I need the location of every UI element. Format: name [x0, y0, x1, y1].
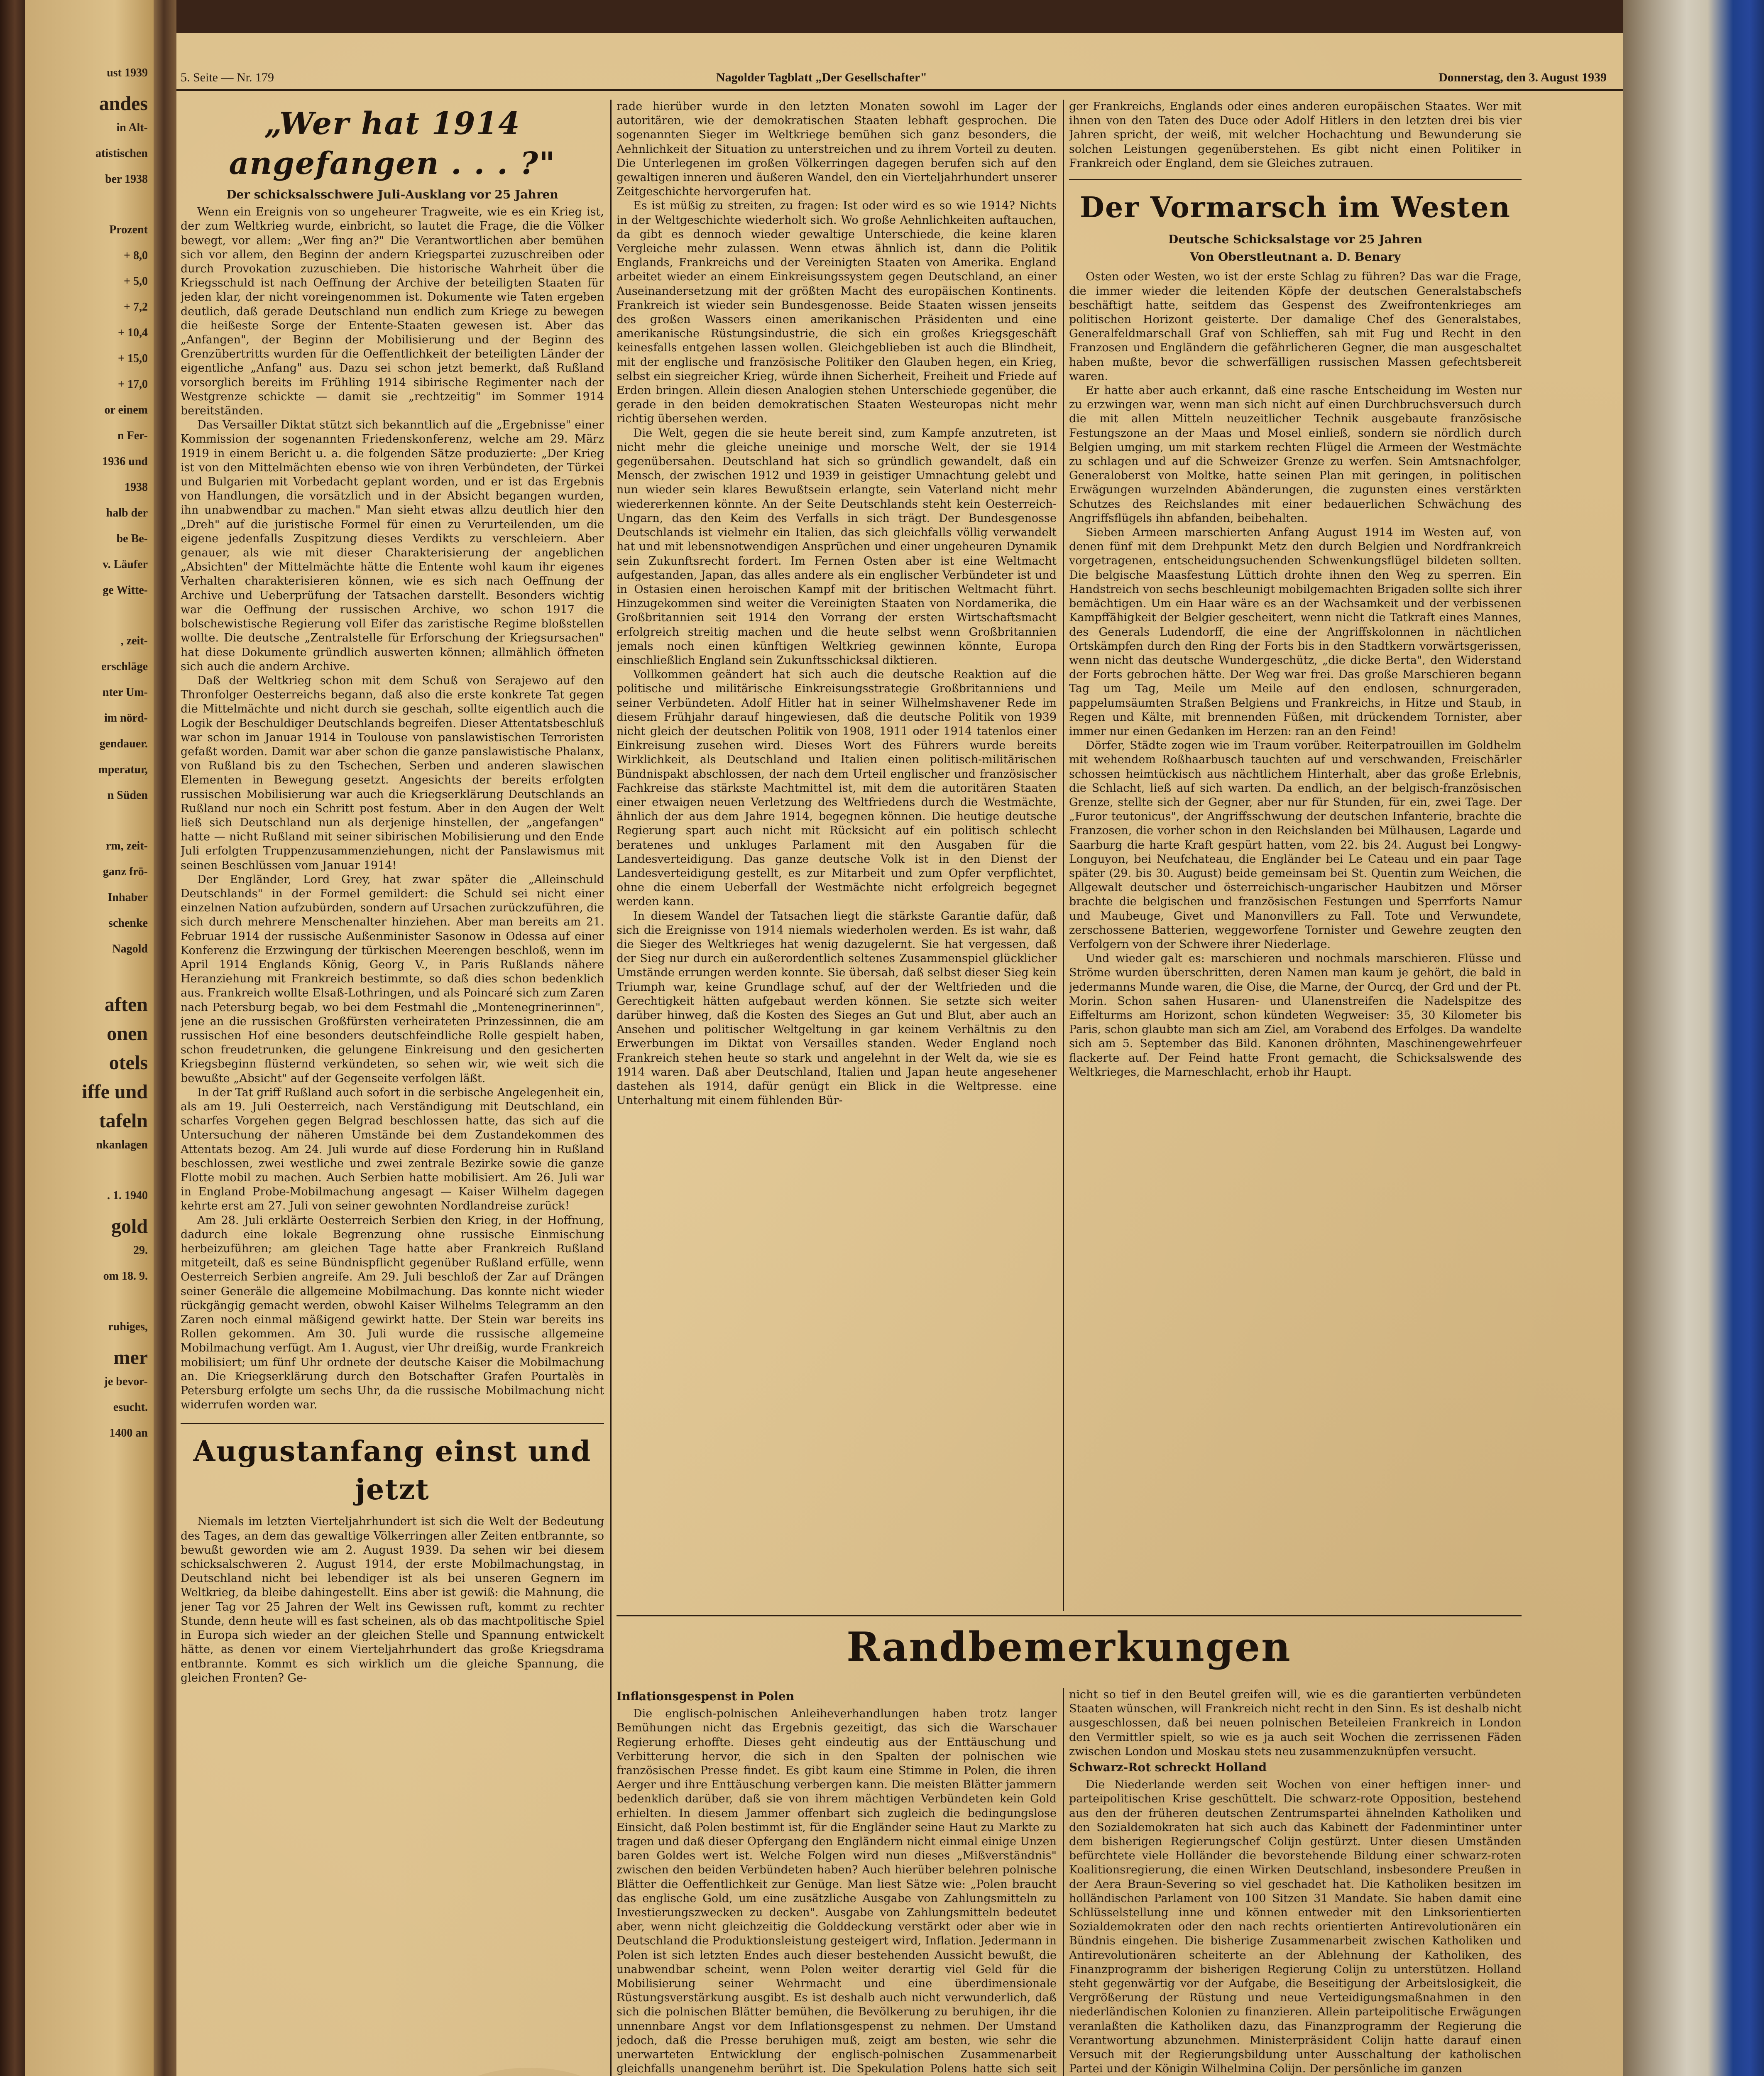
subheading-inflation: Inflationsgespenst in Polen: [617, 1689, 795, 1703]
left-page-fragment: n Fer-: [117, 429, 148, 442]
left-page-fragment: 1400 an: [109, 1427, 148, 1439]
header-date: Donnerstag, den 3. August 1939: [1438, 71, 1607, 84]
left-page-fragment: halb der: [106, 507, 148, 519]
left-page-fragment: je bevor-: [104, 1375, 148, 1388]
left-page-fragment: Prozent: [109, 223, 148, 236]
left-page-fragment: rm, zeit-: [105, 840, 148, 852]
paragraph: Niemals im letzten Vierteljahrhundert ist sich die Welt der Bedeutung des Tages, an dem das gewaltige Völkerringen aller Zeiten entbrannte, so bewußt geworden wie am 2. August 1939. Da sehen wir bei diesem schicksalschweren 2. August 1914, der erste Mobilmachungstag, in Deutschland nicht bei lebendiger ist als bei unseren Gegnern im Weltkrieg, da bleibe dahingestellt. Eins aber ist gewiß: die Mahnung, die jener Tag vor 25 Jahren der Welt ins Gewissen ruft, kommt zu rechter Stunde, denn heute will es fast scheinen, als ob das machtpolitische Spiel in Europa sich wieder an der gleichen Stelle und Spannung entwickelt hätte, as denen vor einem Vierteljahrhundert das große Kriegsdrama entbrannte. Kommt es sich wirklich um die gleiche Spannung, die gleichen Fronten? Ge-: [181, 1515, 604, 1684]
paragraph: Dörfer, Städte zogen wie im Traum vorüber. Reiterpatrouillen im Goldhelm mit wehendem Roßhaarbusch tauchten auf und verschwanden, Freischärler schossen heimtückisch aus nächtlichem Hinterhalt, aber das große Erlebnis, die Schlacht, ließ auf sich warten. Da endlich, an der belgisch-französischen Grenze, stellte sich der Gegner, aber nur für Stunden, für ein, zwei Tage. Der „Furor teutonicus", der Angriffsschwung der deutschen Infanterie, brachte die Franzosen, die vorher schon in den Reichslanden bei Mülhausen, Lagarde und Saarburg die harte Kraft gespürt hatten, vom 22. bis 24. August bei Longwy-Longuyon, bei Neufchateau, die Engländer bei Le Cateau und ein paar Tage später (29. bis 30. August) beide gemeinsam bei St. Quentin zum Weichen, die Allgewalt deutscher und österreichisch-ungarischer Haubitzen und Mörser brachte die belgischen und französischen Festungen und Sperrforts Namur und Maubeuge, Givet und Manonvillers zu Fall. Tote und Verwundete, zerschossene Batterien, weggeworfene Tornister und Gewehre zeugten den Verfolgern von der Schwere ihrer Niederlage.: [1069, 739, 1522, 951]
left-page-fragment: + 17,0: [118, 378, 148, 391]
newspaper-page: [176, 33, 1623, 2076]
left-page-fragment: gendauer.: [99, 737, 148, 750]
left-page-fragment: v. Läufer: [103, 558, 148, 571]
paragraph: Sieben Armeen marschierten Anfang August 1914 im Westen auf, von denen fünf mit dem Drehpunkt Metz den durch Belgien und Nordfrankreich vorgetragenen, entscheidungsuchenden Schwenkungsflügel bildeten sollten. Die belgische Maasfestung Lüttich drohte ihnen den Weg zu sperren. Ein Handstreich von sechs beschleunigt mobilgemachten Brigaden sollte sich ihrer bemächtigen. Um ein Haar wäre es an der Wachsamkeit und der verbissenen Kampffähigkeit der Belgier gescheitert, wenn nicht die Tatkraft eines Mannes, des Generals Ludendorff, die eine der Angriffskolonnen in nächtlichen Ortskämpfen durch den Ring der Forts bis in den Stadtkern vorwärtsgerissen, wenn nicht das deutsche Wundergeschütz, „die dicke Berta", den Widerstand der Forts gebrochen hätte. Der Weg war frei. Das große Marschieren begann Tag um Tag, Meile um Meile auf den endlosen, schnurgeraden, pappelumsäumten Straßen Belgiens und Frankreichs, in Hitze und Staub, in Regen und Kälte, mit brennenden Füßen, mit drückendem Tornister, aber immer nur einen Gedanken im Herzen: ran an den Feind!: [1069, 526, 1522, 738]
subheading-holland: Schwarz-Rot schreckt Holland: [1069, 1760, 1267, 1775]
left-page-fragment: n Süden: [107, 789, 148, 802]
left-page-fragment: nter Um-: [102, 686, 148, 699]
left-page-fragment: erschläge: [101, 660, 148, 673]
paragraph: Und wieder galt es: marschieren und nochmals marschieren. Flüsse und Ströme wurden überschritten, deren Namen man kaum je gehört, die bald in jedermanns Munde waren, die Oise, die Marne, der Ourcq, der Grd und der Pt. Morin. Schon sahen Husaren- und Ulanenstreifen die Nadelspitze des Eiffelturms am Horizont, schon kündeten Wegweiser: 35, 30 Kilometer bis Paris, schon glaubte man sich am Ziel, am Vorabend des Erfolges. Da wandelte sich am 5. September das Bild. Kanonen dröhnten, Maschinengewehrfeuer flackerte auf. Der Feind hatte Front gemacht, die Schicksalswende des Weltkrieges, die Marneschlacht, erhob ihr Haupt.: [1069, 952, 1522, 1079]
left-page-fragment: 1936 und: [102, 455, 148, 468]
book-gutter: [154, 0, 176, 2076]
paragraph: Osten oder Westen, wo ist der erste Schlag zu führen? Das war die Frage, die immer wieder die leitenden Köpfe der deutschen Generalstabschefs beschäftigt hatte, seitdem das Gespenst des Zweifrontenkrieges am politischen Horizont geisterte. Der damalige Chef des Generalstabes, Generalfeldmarschall Graf von Schlieffen, sah mit Fug und Recht in den Franzosen und Engländern die gefährlicheren Gegner, die man ausgeschaltet haben mußte, bevor die schwerfälligen russischen Massen gefechtsbereit waren.: [1069, 270, 1522, 383]
left-page-fragment: mperatur,: [98, 763, 148, 776]
paragraph: Vollkommen geändert hat sich auch die deutsche Reaktion auf die politische und militärische Einkreisungsstrategie Großbritanniens und seiner Verbündeten. Adolf Hitler hat in seiner Wilhelmshavener Rede im diesem Frühjahr darauf hingewiesen, daß die deutsche Politik von 1939 nicht gleich der deutschen Politik von 1908, 1911 oder 1914 tatenlos einer Einkreisung zusehen wird. Dieses Wort des Führers wurde bereits Wirklichkeit, als Deutschland und Italien einen politisch-militärischen Bündnispakt abschlossen, der nach dem Urteil englischer und französischer Fachkreise das stärkste Machtmittel ist, mit dem die autoritären Staaten einer etwaigen neuen Verletzung des Weltfriedens durch die Westmächte, ähnlich der aus dem Jahre 1914, begegnen können. Die heutige deutsche Regierung spart auch nicht mit Rücksicht auf ein politisch schlecht beratenes und unkluges Parlament mit den Ausgaben für die Landesverteidigung. Das ganze deutsche Volk ist in den Dienst der Landesverteidigung gestellt, es zur Mitarbeit und zum Opfer verpflichtet, ohne die einem Ueberfall der Westmächte nicht erfolgreich begegnet werden kann.: [617, 668, 1057, 908]
article-headline-augustanfang: Augustanfang einst und jetzt: [193, 1435, 592, 1507]
left-page-fragment: . 1. 1940: [107, 1189, 148, 1202]
left-page-fragment: gold: [111, 1215, 148, 1237]
paragraph: In der Tat griff Rußland auch sofort in die serbische Angelegenheit ein, als am 19. Juli Oesterreich, nach Verständigung mit Deutschland, ein scharfes Vorgehen gegen Belgrad beschlossen hatte, das sich auf die Untersuchung der näheren Umstände bei dem Zustandekommen des Attentats bezog. Am 24. Juli wurde auf diese Forderung hin in Rußland beschlossen, zwei westliche und zwei zentrale Bezirke sowie die ganze Flotte mobil zu machen. Auch Serbien hatte mobilisiert. Am 26. Juli war in England Probe-Mobilmachung angesagt — Kaiser Wilhelm dagegen kehrte erst am 27. Juli von seiner gewohnten Nordlandreise zurück!: [181, 1086, 604, 1213]
paragraph: Am 28. Juli erklärte Oesterreich Serbien den Krieg, in der Hoffnung, dadurch eine lokale Begrenzung ohne russische Einmischung herbeizuführen; am gleichen Tage hatte aber Frankreich Rußland mitgeteilt, daß es seine Bündnispflicht gegenüber Rußland erfülle, wenn Oesterreich Serbien angreife. Am 29. Juli beschloß der Zar auf Drängen seiner Generäle die allgemeine Mobilmachung. Das konnte nicht wieder rückgängig gemacht werden, obwohl Kaiser Wilhelms Telegramm an den Zaren noch einmal mäßigend gewirkt hatte. Der Stein war bereits ins Rollen gekommen. Am 30. Juli wurde die russische allgemeine Mobilmachung verfügt. Am 1. August, vier Uhr dreißig, wurde Frankreich mobilisiert; um fünf Uhr ordnete der deutsche Kaiser die Mobilmachung an. Die Kriegserklärung durch den Botschafter Grafen Pourtalès in Petersburg erfolgte um sechs Uhr, da die russische Mobilmachung nicht widerrufen worden war.: [181, 1214, 604, 1412]
section-title-randbemerkungen: Randbemerkungen: [847, 1623, 1292, 1670]
header-page-number: 5. Seite — Nr. 179: [181, 71, 274, 84]
paragraph: Die Niederlande werden seit Wochen von einer heftigen inner- und parteipolitischen Krise geschüttelt. Die schwarz-rote Opposition, bestehend aus den der früheren deutschen Zentrumspartei ähnelnden Katholiken und den Sozialdemokraten hat sich auch das Kabinett der Fadenmintiner unter dem bisherigen Regierungschef Colijn gestürzt. Unter diesen Umständen befürchtete viele Holländer die bevorstehende Bildung einer schwarz-roten Koalitionsregierung, die einen Wirken Deutschland, insbesondere Preußen in der Aera Braun-Severing so viel geschadet hat. Die Katholiken besitzen im holländischen Parlament von 100 Sitzen 31 Mandate. Sie haben damit eine Schlüsselstellung inne und können entweder mit den Linksorientierten Sozialdemokraten oder den nach rechts orientierten Antirevolutionären ein Bündnis eingehen. Die bisherige Zusammenarbeit zwischen Katholiken und Antirevolutionären scheiterte an der Ablehnung der Katholiken, des Finanzprogramm der bisherigen Regierung Colijn zu unterstützen. Holland steht gegenwärtig vor der Aufgabe, die Beseitigung der Arbeitslosigkeit, die Vergrößerung der Rüstung und neue Verteidigungsmaßnahmen in den niederländischen Kolonien zu finanzieren. Allein parteipolitische Erwägungen veranlaßten die Katholiken dazu, das Finanzprogramm der Regierung die Verantwortung abzunehmen. Ministerpräsident Colijn hatte darauf einen Versuch mit der Regierungsbildung unter Ausschaltung der katholischen Partei und der Königin Wilhelmina Colijn. Der persönliche im ganzen: [1069, 1778, 1522, 2076]
left-page-fragment: atistischen: [95, 147, 148, 160]
article-divider: [181, 1423, 604, 1424]
left-page-fragment: nkanlagen: [96, 1138, 148, 1151]
randbemerkungen-column-2: [1069, 1688, 1522, 2076]
left-page-fragment: + 10,4: [118, 326, 148, 339]
column-1: [181, 100, 604, 2076]
left-page-fragment: om 18. 9.: [103, 1270, 148, 1283]
left-page-fragment: Nagold: [112, 943, 148, 955]
article-body-augustanfang: [181, 1515, 604, 1685]
article-subtitle-vormarsch: Deutsche Schicksalstage vor 25 Jahren: [1168, 233, 1423, 247]
left-page-fragment: schenke: [108, 917, 148, 930]
left-page-fragment: otels: [109, 1052, 148, 1074]
left-page-fragment: or einem: [104, 404, 148, 416]
page-header: [176, 33, 1623, 91]
article-byline-vormarsch: Von Oberstleutnant a. D. Benary: [1190, 250, 1401, 264]
paragraph: In diesem Wandel der Tatsachen liegt die stärkste Garantie dafür, daß sich die Ereignisse von 1914 niemals wiederholen werden. Es ist wahr, daß die Sieger des Weltkrieges hat wenig dazugelernt. Sie hat vergessen, daß der Sieg nur durch ein außerordentlich seltenes Zusammenspiel glücklicher Umstände errungen werden konnte. Sie übersah, daß selbst dieser Sieg kein Triumph war, keine Grundlage schuf, auf der der Weltfrieden und die Gerechtigkeit hätten aufgebaut werden können. Sie setzte sich weiter darüber hinweg, daß die Kosten des Sieges an Gut und Blut, aber auch an Ansehen und politischer Weltgeltung in gar keinem Verhältnis zu den Erwerbungen im Diktat von Versailles standen. Weder England noch Frankreich stehen heute so stark und angelehnt in der Welt da, wie sie es 1914 waren. Daß aber Deutschland, Italien und Japan heute angesehener dastehen als 1914, dafür genügt ein Blick in die Weltpresse. eine Unterhaltung mit einem fühlenden Bür-: [617, 909, 1057, 1107]
paragraph: ger Frankreichs, Englands oder eines anderen europäischen Staates. Wer mit ihnen von den Taten des Duce oder Adolf Hitlers in den letzten drei bis vier Jahren spricht, der weiß, mit welcher Hochachtung und Bewunderung sie solchen Leistungen gegenüberstehen. Es gibt nicht einen Politiker in Frankreich oder England, dem sie Gleiches zutrauen.: [1069, 100, 1522, 170]
left-page-fragment: esucht.: [113, 1401, 148, 1414]
header-rule: [176, 89, 1623, 91]
paragraph: Es ist müßig zu streiten, zu fragen: Ist oder wird es so wie 1914? Nichts in der Weltgeschichte wiederholt sich. Wo große Aehnlichkeiten auftauchen, da gibt es dennoch wieder gewaltige Unterschiede, die keine klaren Vergleiche mehr zulassen. Wenn etwas ähnlich ist, dann die Politik Englands, Frankreichs und der Vereinigten Staaten von Amerika. England arbeitet wieder an einem Einkreisungssystem gegen Deutschland, an einer Auseinandersetzung mit der größten Macht des europäischen Kontinents. Frankreich ist wieder sein Bundesgenosse. Beide Staaten wissen jenseits des großen Wassers einen amerikanischen Präsidenten und eine amerikanische Rüstungsindustrie, die sich ein großes Kriegsgeschäft keinesfalls entgehen lassen wollen. Gleichgeblieben ist auch die Blindheit, mit der englische und französische Politiker den Glauben hegen, ein Krieg, selbst ein siegreicher Krieg, würde ihnen Sicherheit, Freiheit und Friede auf Erden bringen. Allein diesen Analogien stehen Unterschiede gegenüber, die gerade in den beiden demokratischen Staaten Westeuropas nicht mehr richtig übersehen werden.: [617, 199, 1057, 426]
column-rule: [1063, 1688, 1064, 2076]
paragraph: rade hierüber wurde in den letzten Monaten sowohl im Lager der autoritären, wie der demokratischen Staaten lebhaft gesprochen. Die sogenannten Sieger im Weltkriege bemühen sich ganz besonders, die Aehnlichkeit der Situation zu unterstreichen und zu ihrem Vorteil zu deuten. Die Unterlegenen im großen Völkerringen dagegen berufen sich auf den gewaltigen inneren und äußeren Wandel, den ein Vierteljahrhundert unserer Zeitgeschichte hervorgerufen hat.: [617, 100, 1057, 198]
paragraph: Das Versailler Diktat stützt sich bekanntlich auf die „Ergebnisse" einer Kommission der sogenannten Friedenskonferenz, welche am 29. März 1919 in einem Bericht u. a. die folgenden Sätze produzierte: „Der Krieg ist von den Mittelmächten ebenso wie von ihren Verbündeten, der Türkei und Bulgarien mit Vorbedacht geplant worden, und er ist das Ergebnis von Handlungen, die vorsätzlich und in der Absicht begangen wurden, ihn unabwendbar zu machen." Man sieht etwas allzu deutlich hier den „Dreh" auf die juristische Formel für einen zu Verurteilenden, um die eigene jedenfalls Zuspitzung dieses Verdikts zu verschleiern. Aber genauer, als wie mit dieser Charakterisierung der angeblichen „Absichten" der Mittelmächte hätte die Entente wohl kaum ihr eigenes Verhalten charakterisieren können, wie es sich nach Oeffnung der Archive und Ueberprüfung der Tatsachen darstellt. Besonders wichtig war die Oeffnung der russischen Archive, wo schon 1917 die bolschewistische Regierung voll Eifer das zaristische Regime bloßstellen wollte. Die deutsche „Zentralstelle für Erforschung der Kriegsursachen" hat diese Dokumente gründlich auswerten können; allmählich öffneten sich auch die andern Archive.: [181, 419, 604, 673]
left-page-fragment: aften: [105, 994, 148, 1016]
left-page-fragment: ruhiges,: [108, 1320, 148, 1333]
left-page-fragment: + 7,2: [124, 301, 148, 313]
left-page-fragment: be Be-: [116, 532, 148, 545]
left-page-fragments: [25, 0, 154, 2076]
book-edge-and-cover: [1623, 0, 1764, 2076]
paragraph: nicht so tief in den Beutel greifen will, wie es die garantierten verbündeten Staaten wünschen, will Frankreich nicht recht in den Sinn. Es ist deshalb nicht ausgeschlossen, daß bei neuen polnischen Beteileien Frankreich in London den Vermittler spielt, so wie es ja auch seit Wochen die zerrissenen Fäden zwischen London und Moskau stets neu zusammenzuknüpfen versucht.: [1069, 1688, 1522, 1758]
left-page-fragment: im nörd-: [104, 712, 148, 725]
section-divider: [617, 1615, 1522, 1616]
book-spine: [0, 0, 25, 2076]
left-page-fragment: ge Witte-: [103, 584, 148, 597]
left-page-fragment: Inhaber: [108, 891, 148, 904]
column-rule: [610, 100, 612, 2076]
left-page-fragment: ganz frö-: [103, 865, 148, 878]
left-page-fragment: 1938: [125, 481, 148, 494]
article-divider: [1069, 179, 1522, 180]
paragraph: Wenn ein Ereignis von so ungeheurer Tragweite, wie es ein Krieg ist, der zum Weltkrieg wurde, einbricht, so lautet die Frage, die die Völker bewegt, vor allem: „Wer fing an?" Die Verantwortlichen aber bemühen sich vor allem, den Beginn der andern Kriegspartei zuzuschreiben oder durch Provokation zuzuschieben. Die historische Wahrheit über die Kriegsschuld ist nach Oeffnung der Archive der beteiligten Staaten für jeden klar, der nicht voreingenommen ist. Dokumente wie Taten ergeben deutlich, daß gerade Deutschland nun endlich zum Kriege zu bewegen die heißeste Sorge der Entente-Staaten gewesen ist. Aber das „Anfangen", der Beginn der Mobilisierung und der Beginn des Grenzübertritts wurden für die Oeffentlichkeit der beteiligten Länder der eigentliche „Anfang" aus. Dazu sei schon jetzt bemerkt, daß Rußland vorsorglich bereits im Frühling 1914 sibirische Regimenter nach der Westgrenze schickte — damit sie „rechtzeitig" im Sommer 1914 bereitständen.: [181, 206, 604, 418]
left-page-fragment: andes: [99, 93, 148, 115]
article-subtitle-1914: Der schicksalsschwere Juli-Ausklang vor 25 Jahren: [226, 188, 558, 201]
paragraph: Daß der Weltkrieg schon mit dem Schuß von Serajewo auf den Thronfolger Oesterreichs begann, daß also die erste konkrete Tat gegen die Mittelmächte und nicht durch sie geschah, sollte eigentlich auch die Logik der Beschuldiger Deutschlands begreifen. Dieser Attentatsbeschluß war schon im Januar 1914 in Toulouse von panslawistischen Terroristen gefaßt worden. Damit war aber schon die ganze panslawistische Phalanx, von Rußland bis zu den Tschechen, Serben und anderen slawischen Elementen in Bewegung gesetzt. Angesichts der bereits erfolgten russischen Mobilisierung war auch die Kriegserklärung Deutschlands an Rußland nur noch ein Schritt post festum. Aber in den Augen der Welt ließ sich Deutschland nun als derjenige hinstellen, der „angefangen" hatte — nicht Rußland mit seiner sibirischen Mobilisierung und den Ende Juli erfolgten Truppenzusammenziehungen, nicht der Panslawismus mit seinen Beschlüssen vom Januar 1914!: [181, 674, 604, 872]
header-newspaper-title: Nagolder Tagblatt „Der Gesellschafter": [716, 71, 927, 84]
left-page-fragment: ber 1938: [105, 173, 148, 186]
article-body-1914: [181, 205, 604, 1412]
left-page-fragment: ust 1939: [107, 66, 148, 79]
left-page-fragment: onen: [107, 1023, 148, 1045]
paragraph: Die Welt, gegen die sie heute bereit sind, zum Kampfe anzutreten, ist nicht mehr die gleiche uneinige und morsche Welt, der sie 1914 gegenübersahen. Deutschland hat sich so gründlich gewandelt, daß ein Mensch, der zwischen 1912 und 1939 in geistiger Umnachtung gelebt und nun wieder sein klares Bewußtsein erlangte, sein Vaterland nicht mehr wiedererkennen könnte. An der Seite Deutschlands steht kein Oesterreich-Ungarn, das den Keim des Verfalls in sich trägt. Der Bundesgenosse Deutschlands ist vielmehr ein Italien, das sich gleichfalls völlig verwandelt hat und mit lebensnotwendigen Ansprüchen und einer ungeheuren Dynamik sein Zukunftsrecht fordert. Im Fernen Osten aber ist eine Weltmacht aufgestanden, Japan, das alles andere als ein englischer Verbündeter ist und in Ostasien einen heroischen Kampf mit der britischen Weltmacht führt. Hinzugekommen sind weiter die Vereinigten Staaten von Nordamerika, die Großbritannien seit 1914 den Vorrang der ersten Wirtschaftsmacht erfolgreich streitig machen und die heute selbst wenn Großbritannien jemals noch einen künftigen Weltkrieg gewinnen könnte, Europa einschließlich England sein Zukunftsschicksal diktieren.: [617, 426, 1057, 667]
left-page-fragment: + 5,0: [124, 275, 148, 288]
left-page-fragment: + 15,0: [118, 352, 148, 365]
column-3: [1069, 100, 1522, 1611]
randbemerkungen-column-1: [617, 1688, 1057, 2076]
paragraph: Die englisch-polnischen Anleiheverhandlungen haben trotz langer Bemühungen nicht das Ergebnis gezeitigt, das sich die Warschauer Regierung erhoffte. Dieses geht eindeutig aus der Enttäuschung und Verbitterung hervor, die sich in den Spalten der polnischen wie französischen Presse findet. Es gibt kaum eine Stimme in Polen, die ihren Aerger und ihre Enttäuschung verbergen kann. Die meisten Blätter jammern bedenklich darüber, daß sie von ihrem mächtigen Verbündeten kein Gold erhielten. In diesem Jammer offenbart sich zugleich die bedingungslose Einsicht, daß Polen bestimmt ist, für die Engländer seine Haut zu Markte zu tragen und daß dieser Opfergang den Engländern nicht einmal einige Unzen baren Goldes wert ist. Welche Folgen wird nun dieses „Mißverständnis" zwischen den beiden Verbündeten haben? Auch hierüber belehren polnische Blätter die Oeffentlichkeit zur Genüge. Man liest Sätze wie: „Polen braucht das englische Gold, um eine zusätzliche Ausgabe von Zahlungsmitteln zu Investierungszwecken zu decken". Ausgabe von Zahlungsmitteln bedeutet aber, wenn nicht gleichzeitig die Golddeckung verstärkt oder aber wie in Deutschland die Produktionsleistung gesteigert wird, Inflation. Jedermann in Polen ist sich letzten Endes auch dieser bestehenden Aussicht bewußt, die unabwendbar scheint, wenn Polen weiter derartig viel Geld für die Mobilisierung seiner Wehrmacht und eine überdimensionale Rüstungsverstärkung ausgibt. Es ist deshalb auch nicht verwunderlich, daß sich die polnischen Blätter bemühen, die Bevölkerung zu beruhigen, ihr die unnennbare Angst vor dem Inflationsgespenst zu nehmen. Der Umstand jedoch, daß die Presse beruhigen muß, zeigt am besten, wie sehr die unerwarteten Entwicklung der englisch-polnischen Zusammenarbeit gleichfalls unangenehm berührt ist. Die Spekulation Polens hatte sich seit: [617, 1707, 1057, 2076]
left-page-fragment: iffe und: [82, 1081, 148, 1103]
paragraph: Der Engländer, Lord Grey, hat zwar später die „Alleinschuld Deutschlands" in der Formel gemildert: die Schuld sei nicht einer einzelnen Nation aufzubürden, sondern auf Ursachen zurückzuführen, die sich durch mehrere Menschenalter hinziehen. Aber man bereits am 21. Februar 1914 der russische Außenminister Sasonow in Odessa auf einer Konferenz die Erzwingung der türkischen Meerengen beschloß, wenn im April 1914 Englands König, Georg V., in Paris Rußlands nähere Heranziehung mit Frankreich bestimmte, so daß dies schon bedenklich aus. Frankreich wollte Elsaß-Lothringen, und als Poincaré sich zum Zaren nach Petersburg begab, wo bei dem Festmahl die „Montenegrinerinnen", jene an die russischen Großfürsten verheirateten Prinzessinnen, die am russischen Hof eine besonders deutschfeindliche Rolle gespielt haben, schon freudetrunken, die gelungene Einkreisung und den gesicherten Kriegsbeginn flüsternd verkündeten, so sehen wir, wie weit sich die bewußte „Absicht" auf der Gegenseite verfolgen läßt.: [181, 873, 604, 1085]
left-page-fragment: mer: [113, 1346, 148, 1368]
left-page-fragment: in Alt-: [116, 121, 148, 134]
paragraph: Er hatte aber auch erkannt, daß eine rasche Entscheidung im Westen nur zu erzwingen war, wenn man sich nicht auf einen Durchbruchsversuch durch die mit allen Mitteln neuzeitlicher Technik ausgebaute französische Festungszone an der Maas und Mosel einließ, sondern sie nördlich durch Belgien umging, um mit starkem rechten Flügel die Armeen der Westmächte zu schlagen und auf die Schweizer Grenze zu werfen. Sein Amtsnachfolger, Generaloberst von Moltke, hatte seinen Plan mit geringen, in politischen Erwägungen wurzelnden Abänderungen, die zugunsten eines verstärkten Schutzes des Reichslandes mit einer bedauerlichen Schwächung des Angriffsflügels ihn abfanden, beibehalten.: [1069, 384, 1522, 525]
article-headline-vormarsch: Der Vormarsch im Westen: [1079, 191, 1511, 225]
column-rule: [1063, 100, 1064, 1611]
left-page-fragment: 29.: [133, 1244, 148, 1257]
column-2: [617, 100, 1057, 1611]
left-page-fragment: tafeln: [99, 1110, 148, 1132]
left-page-fragment: , zeit-: [120, 634, 148, 647]
left-page-fragment: + 8,0: [124, 249, 148, 262]
article-headline-1914: „Wer hat 1914 angefangen . . . ?": [229, 106, 556, 181]
